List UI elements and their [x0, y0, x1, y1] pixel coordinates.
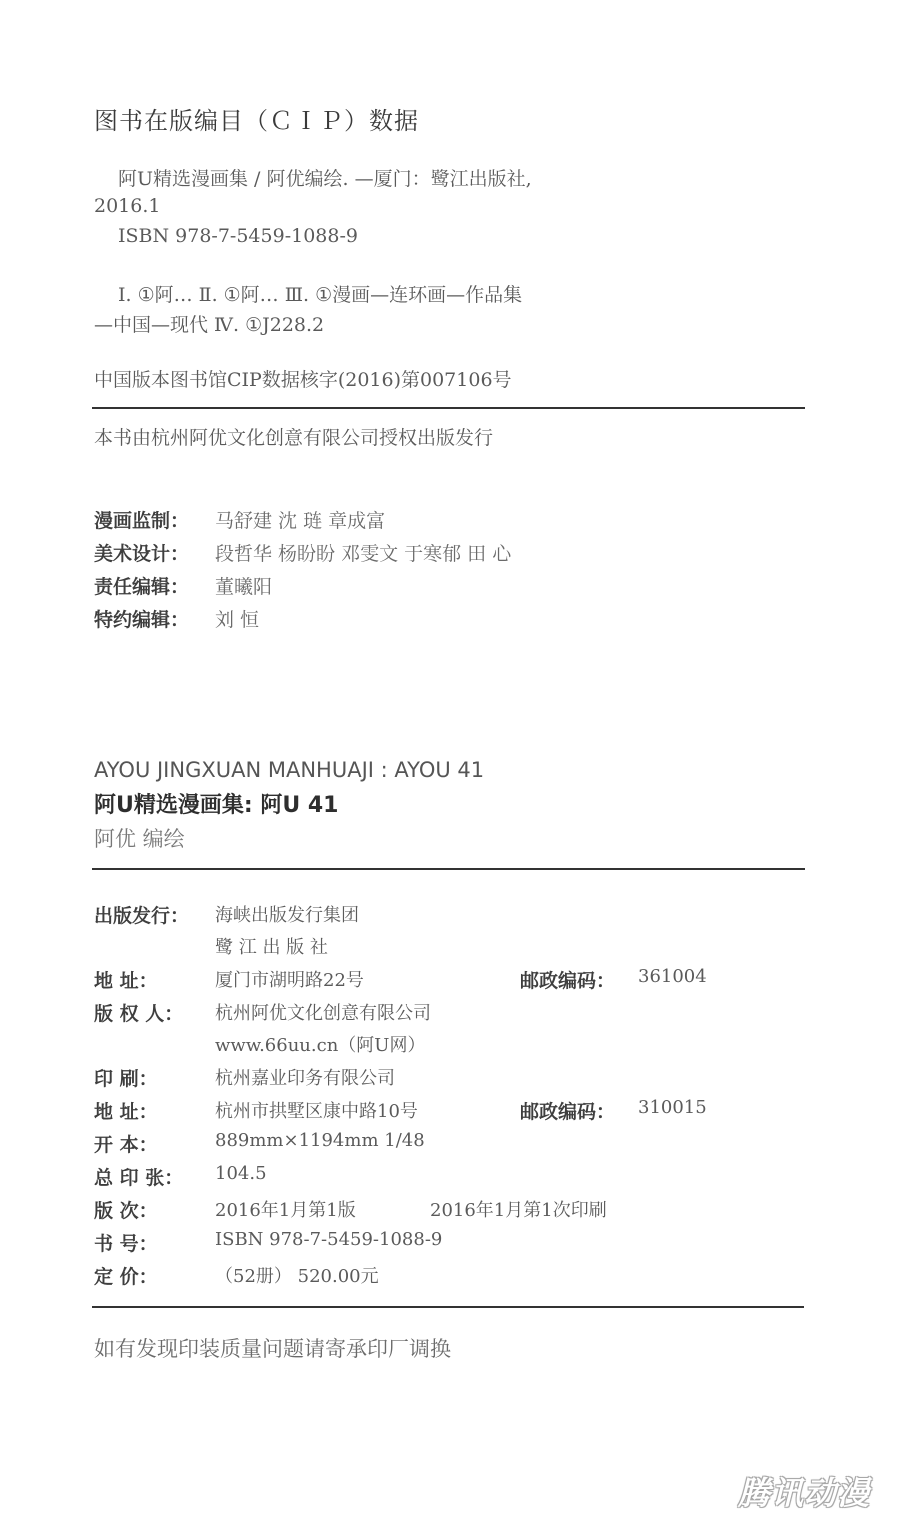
sheets-value: 104.5: [215, 1163, 267, 1184]
cip-line-2: 2016.1: [94, 195, 161, 217]
cip-classification-2: —中国—现代 Ⅳ. ①J228.2: [94, 314, 325, 336]
credit-value: 董曦阳: [215, 576, 273, 598]
printing-value: 2016年1月第1次印刷: [430, 1200, 607, 1221]
price-value: （52册） 520.00元: [215, 1266, 379, 1287]
edition-label: 版 次：: [94, 1200, 158, 1222]
printer-address-value: 杭州市拱墅区康中路10号: [215, 1101, 418, 1122]
credit-value: 段哲华 杨盼盼 邓雯文 于寒郁 田 心: [215, 543, 512, 565]
cip-cataloging-number: 中国版本图书馆CIP数据核字(2016)第007106号: [94, 369, 512, 391]
book-author: 阿优 编绘: [94, 827, 185, 851]
address-value: 厦门市湖明路22号: [215, 970, 364, 991]
credit-value: 马舒建 沈 琏 章成富: [215, 510, 386, 532]
credit-label: 美术设计：: [94, 543, 190, 565]
copyright-website: www.66uu.cn（阿U网）: [215, 1035, 426, 1056]
quality-notice: 如有发现印装质量问题请寄承印厂调换: [94, 1337, 451, 1361]
publisher-value: 海峡出版发行集团: [215, 905, 359, 926]
book-title-pinyin: AYOU JINGXUAN MANHUAJI : AYOU 41: [94, 758, 485, 782]
credit-label: 责任编辑：: [94, 576, 190, 598]
divider-1: [92, 407, 805, 409]
edition-value: 2016年1月第1版: [215, 1200, 356, 1221]
postcode-label: 邮政编码：: [520, 970, 616, 992]
credit-label: 特约编辑：: [94, 609, 190, 631]
postcode-value: 361004: [638, 966, 707, 987]
book-title: 阿U精选漫画集: 阿U 41: [94, 793, 339, 818]
format-label: 开 本：: [94, 1134, 158, 1156]
authorization-note: 本书由杭州阿优文化创意有限公司授权出版发行: [94, 427, 494, 449]
publisher-value-2: 鹭 江 出 版 社: [215, 937, 328, 958]
publisher-label: 出版发行：: [94, 905, 190, 927]
copyright-label: 版 权 人：: [94, 1003, 184, 1025]
printer-value: 杭州嘉业印务有限公司: [215, 1068, 395, 1089]
sheets-label: 总 印 张：: [94, 1167, 184, 1189]
printer-postcode-value: 310015: [638, 1097, 707, 1118]
cip-title: 图书在版编目（ＣＩＰ）数据: [94, 107, 419, 135]
cip-classification-1: Ⅰ. ①阿… Ⅱ. ①阿… Ⅲ. ①漫画—连环画—作品集: [118, 284, 523, 306]
format-value: 889mm×1194mm 1/48: [215, 1130, 425, 1151]
printer-address-label: 地 址：: [94, 1101, 158, 1123]
credit-value: 刘 恒: [215, 609, 260, 631]
divider-3: [92, 1306, 804, 1308]
isbn-value: ISBN 978-7-5459-1088-9: [215, 1229, 443, 1250]
cip-isbn: ISBN 978-7-5459-1088-9: [118, 225, 358, 247]
copyright-value: 杭州阿优文化创意有限公司: [215, 1003, 431, 1024]
printer-label: 印 刷：: [94, 1068, 158, 1090]
address-label: 地 址：: [94, 970, 158, 992]
cip-line-1: 阿U精选漫画集 / 阿优编绘. —厦门：鹭江出版社,: [118, 168, 532, 190]
printer-postcode-label: 邮政编码：: [520, 1101, 616, 1123]
watermark-logo: 腾讯动漫: [738, 1474, 871, 1512]
isbn-label: 书 号：: [94, 1233, 158, 1255]
price-label: 定 价：: [94, 1266, 158, 1288]
divider-2: [92, 868, 805, 870]
credit-label: 漫画监制：: [94, 510, 190, 532]
